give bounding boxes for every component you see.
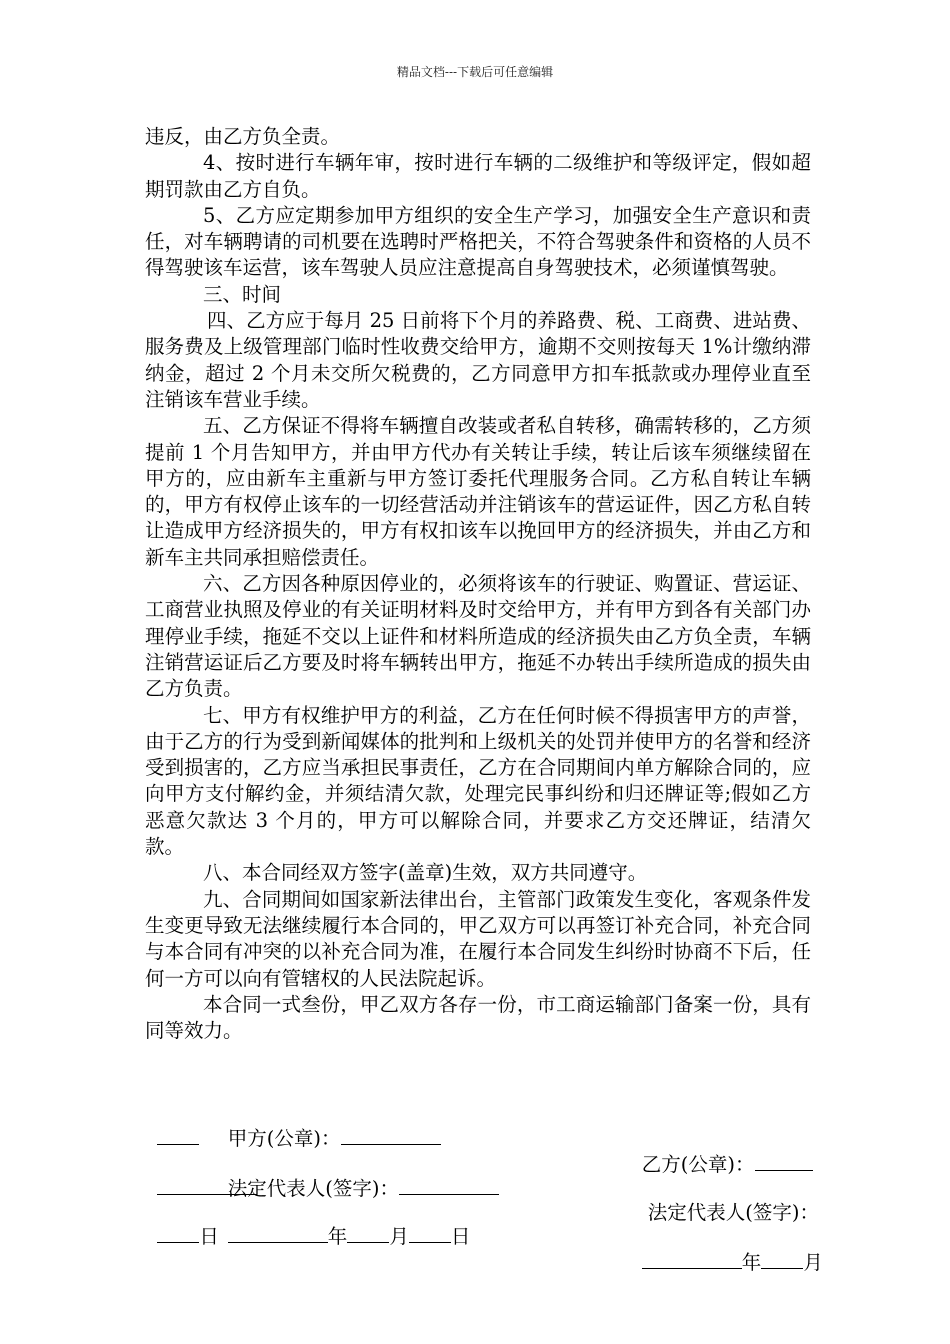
paragraph-item-5: 5、乙方应定期参加甲方组织的安全生产学习，加强安全生产意识和责任，对车辆聘请的司机要在选聘时严格把关，不符合驾驶条件和资格的人员不得驾驶该车运营，该车驾驶人员应注意提高自身驾驶技术，必须谨慎驾驶。 [145,203,811,280]
party-a-label: 甲方(公章)： [227,1127,341,1150]
paragraph-clause-8: 八、本合同经双方签字(盖章)生效，双方共同遵守。 [203,861,648,885]
contract-body [145,124,811,1044]
date-b-day-blank[interactable] [157,1222,199,1243]
rep-a-label: 法定代表人(签字)： [227,1177,400,1200]
paragraph-clause-4: 四、乙方应于每月 25 日前将下个月的养路费、税、工商费、进站费、服务费及上级管理部门临时性收费交给甲方，逾期不交则按每天 1%计缴纳滞纳金，超过 2 个月未交所欠税费的，乙方同意甲方扣车抵款或办理停业直至注销该车营业手续。 [145,309,811,411]
date-row-wrap [145,1196,811,1250]
date-b-month-label: 月 [803,1251,823,1274]
party-b-label: 乙方(公章)： [641,1153,755,1176]
rep-b-label: 法定代表人(签字)： [647,1201,820,1224]
section-heading-time: 三、时间 [203,282,282,306]
paragraph-clause-7: 七、甲方有权维护甲方的利益，乙方在任何时候不得损害甲方的声誉，由于乙方的行为受到新闻媒体的批判和上级机关的处罚并使甲方的名誉和经济受到损害的，乙方应当承担民事责任，乙方在合同期间内单方解除合同的，应向甲方支付解约金，并须结清欠款，处理完民事纠纷和归还牌证等;假如乙方恶意欠款达 3 个月的，甲方可以解除合同，并要求乙方交还牌证，结清欠款。 [145,703,811,859]
date-b-year-blank[interactable] [642,1248,742,1269]
date-a-year-label: 年 [327,1225,348,1248]
date-b-year-label: 年 [741,1251,762,1274]
paragraph-continuation: 违反，由乙方负全责。 [145,125,341,148]
date-a-month-label: 月 [389,1225,409,1248]
date-a-day-label: 日 [450,1225,471,1248]
paragraph-clause-6: 六、乙方因各种原因停业的，必须将该车的行驶证、购置证、营运证、工商营业执照及停业的有关证明材料及时交给甲方，并有甲方到各有关部门办理停业手续，拖延不交以上证件和材料所造成的经济损失由乙方负全责，车辆注销营运证后乙方要及时将车辆转出甲方，拖延不办转出手续所造成的损失由乙方负责。 [145,572,811,701]
paragraph-item-4: 4、按时进行车辆年审，按时进行车辆的二级维护和等级评定，假如超期罚款由乙方自负。 [145,151,811,201]
page-header: 精品文档---下载后可任意编辑 [396,65,554,79]
paragraph-clause-9: 九、合同期间如国家新法律出台，主管部门政策发生变化，客观条件发生变更导致无法继续履行本合同的，甲乙双方可以再签订补充合同，补充合同与本合同有冲突的以补充合同为准，在履行本合同发生纠纷时协商不下后，任何一方可以向有管辖权的人民法院起诉。 [145,887,811,990]
paragraph-clause-5: 五、乙方保证不得将车辆擅自改装或者私自转移，确需转移的，乙方须提前 1 个月告知甲方，并由甲方代办有关转让手续，转让后该车须继续留在甲方的，应由新车主重新与甲方签订委托代理服务合同。乙方私自转让车辆的，甲方有权停止该车的一切经营活动并注销该车的营运证件，因乙方私自转让造成甲方经济损失的，甲方有权扣该车以挽回甲方的经济损失，并由乙方和新车主共同承担赔偿责任。 [145,414,811,569]
paragraph-copies: 本合同一式叁份，甲乙双方各存一份，市工商运输部门备案一份，具有同等效力。 [145,992,811,1043]
date-b-month-blank[interactable] [761,1248,803,1269]
date-b-day-label: 日 [199,1225,219,1248]
